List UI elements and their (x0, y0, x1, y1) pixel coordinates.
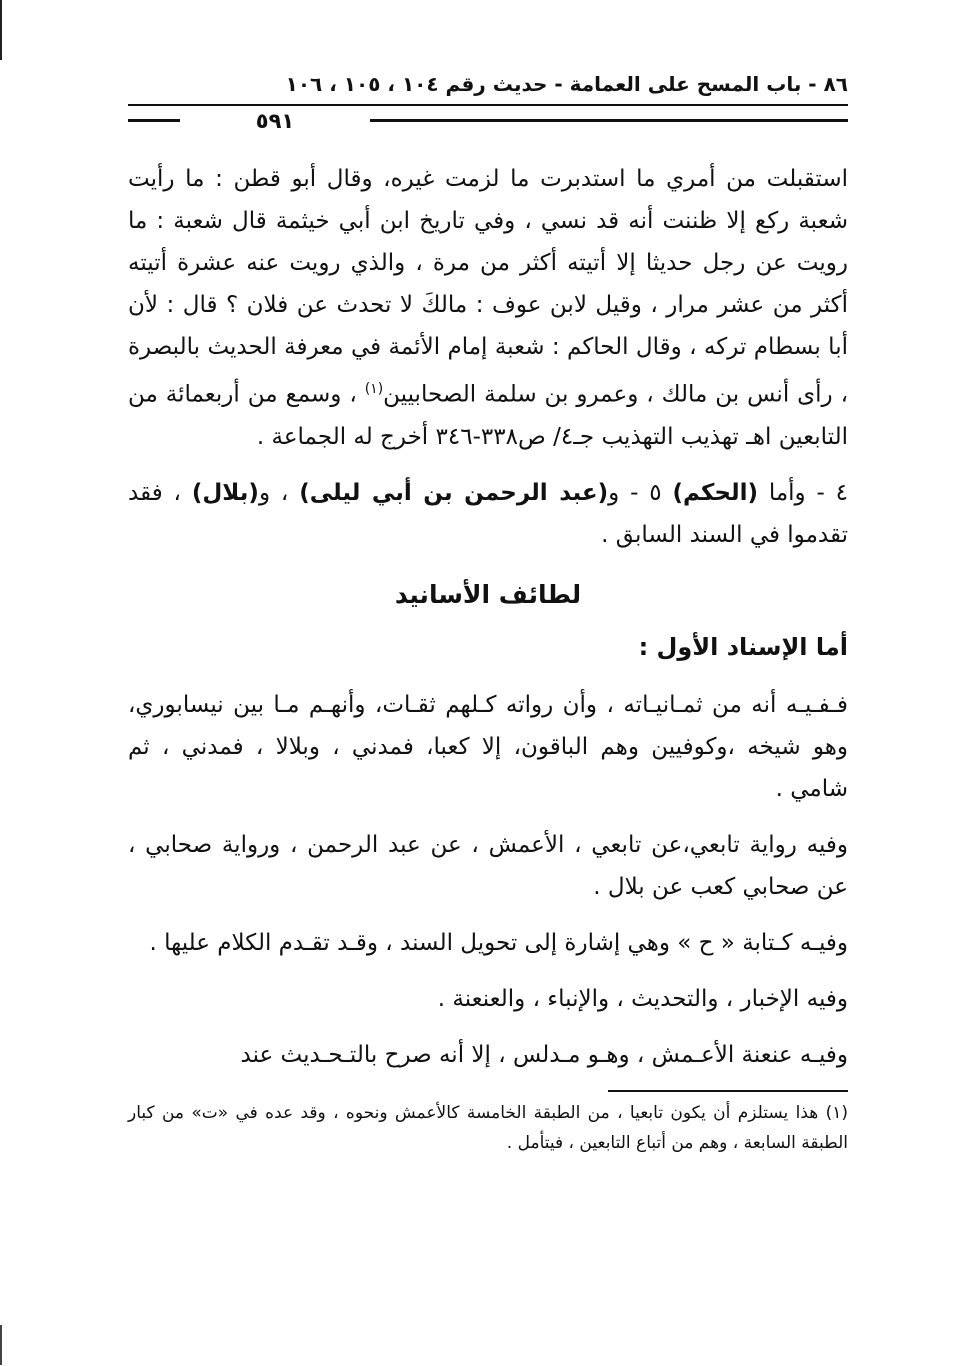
scan-edge-mark (0, 0, 2, 60)
body-text (128, 158, 848, 1076)
footnote-reference: (١) (364, 381, 384, 397)
subsection-title: أما الإسناد الأول : (638, 632, 848, 661)
paragraph: وفيه رواية تابعي،عن تابعي ، الأعمش ، عن عبد الرحمن ، ورواية صحابي ، عن صحابي كعب عن بلال . (128, 831, 848, 900)
page-number: ٥٩١ (255, 109, 295, 133)
paragraph: وفيـه عنعنة الأعـمش ، وهـو مـدلس ، إلا أنه صرح بالتـحـديث عند (240, 1041, 848, 1068)
paragraph-text: ٤ - وأما (768, 479, 849, 506)
narrator-name: (بلال) (191, 479, 259, 506)
paragraph: فـفـيـه أنه من ثمـانيـاته ، وأن رواته كـلهم ثقـات، وأنهـم مـا بين نيسابوري، وهو شيخه ،وكوفيين وهم الباقون، إلا كعبا، فمدني ، وبلالا ، فمدني ، ثم شامي . (128, 691, 848, 802)
paragraph-text: ٥ - و (608, 479, 662, 506)
section-title: لطائف الأسانيد (394, 579, 582, 609)
footnote-separator (608, 1090, 848, 1092)
paragraph-text: ، وسمع من أربعمائة من التابعين اهـ تهذيب التهذيب جـ٤/ ص٣٣٨-٣٤٦ أخرج له الجماعة . (128, 381, 848, 450)
paragraph-text: استقبلت من أمري ما استدبرت ما لزمت غيره، وقال أبو قطن : ما رأيت شعبة ركع إلا ظننت أنه قد نسي ، وفي تاريخ ابن أبي خيثمة قال شعبة : ما رويت عن رجل حديثا إلا أتيته أكثر من مرة ، والذي رويت عنه عشرة أتيته أكثر من عشر مرار ، وقيل لابن عوف : مالكَ لا تحدث عن فلان ؟ قال : لأن أبا بسطام تركه ، وقال الحاكم : شعبة إمام الأئمة في معرفة الحديث بالبصرة ، رأى أنس بن مالك ، وعمرو بن سلمة الصحابيين (128, 166, 848, 408)
paragraph (128, 472, 848, 556)
paragraph: وفيـه كـتابة « ح » وهي إشارة إلى تحويل السند ، وقـد تقـدم الكلام عليها . (149, 929, 848, 956)
running-title: ٨٦ - باب المسح على العمامة - حديث رقم ١٠٤ ، ١٠٥ ، ١٠٦ (285, 72, 848, 96)
narrator-name: (الحكم) (672, 479, 758, 506)
footnote: (١) هذا يستلزم أن يكون تابعيا ، من الطبقة الخامسة كالأعمش ونحوه ، وقد عده في «ت» من كبار الطبقة السابعة ، وهم من أتباع التابعين ، فيتأمل . (128, 1102, 848, 1153)
paragraph-text: ، و (258, 479, 289, 506)
scan-edge-mark (0, 1325, 2, 1365)
paragraph: وفيه الإخبار ، والتحديث ، والإنباء ، والعنعنة . (437, 985, 848, 1012)
book-page (128, 64, 848, 1158)
page-number-row (128, 106, 848, 136)
paragraph (128, 158, 848, 458)
header-rule (370, 119, 848, 122)
narrator-name: (عبد الرحمن بن أبي ليلى) (299, 479, 609, 506)
header-rule (128, 119, 180, 122)
running-header (128, 64, 848, 106)
paragraph-text: ، فقد تقدموا في السند السابق . (128, 479, 848, 548)
